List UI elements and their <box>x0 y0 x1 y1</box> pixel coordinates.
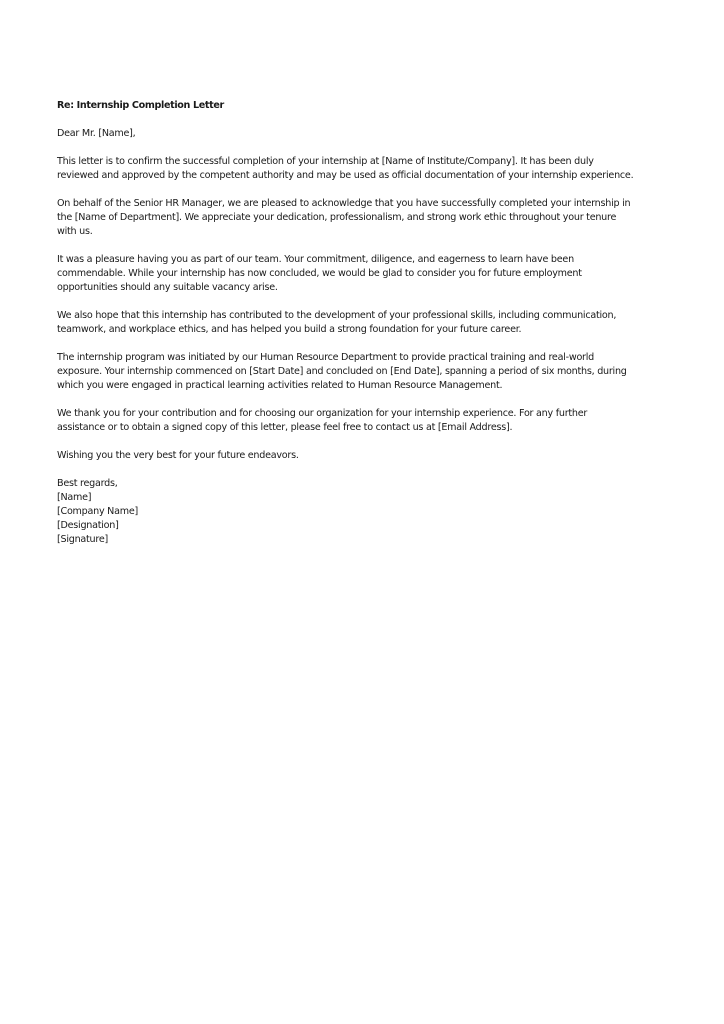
paragraph-skills: We also hope that this internship has contributed to the development of your professional skills, including communication, teamwork, and workplace ethics, and has helped you build a strong foundation for your future career. <box>57 310 617 335</box>
paragraph-confirmation: This letter is to confirm the successful completion of your internship at [Name of Institute/Company]. It has been duly reviewed and approved by the competent authority and may be used as official documentation of your internship experience. <box>57 156 634 181</box>
closing-signature: [Signature] <box>57 534 109 545</box>
closing-designation: [Designation] <box>57 520 119 531</box>
letter-closing <box>57 477 637 547</box>
closing-company: [Company Name] <box>57 506 138 517</box>
paragraph-program: The internship program was initiated by our Human Resource Department to provide practical training and real-world exposure. Your internship commenced on [Start Date] and concluded on [End Date], spanning a period of six months, during which you were engaged in practical learning activities related to Human Resource Management. <box>57 352 627 391</box>
paragraph-thanks: We thank you for your contribution and for choosing our organization for your internship experience. For any further assistance or to obtain a signed copy of this letter, please feel free to contact us at [Email Address]. <box>57 408 588 433</box>
letter-subject: Re: Internship Completion Letter <box>57 100 224 111</box>
closing-name: [Name] <box>57 492 92 503</box>
letter-salutation: Dear Mr. [Name], <box>57 128 136 139</box>
paragraph-acknowledgement: On behalf of the Senior HR Manager, we are pleased to acknowledge that you have successfully completed your internship in the [Name of Department]. We appreciate your dedication, professionalism, and strong work ethic throughout your tenure with us. <box>57 198 631 237</box>
closing-sign-off: Best regards, <box>57 478 118 489</box>
paragraph-wishes: Wishing you the very best for your future endeavors. <box>57 450 299 461</box>
letter-body <box>57 99 637 547</box>
paragraph-team: It was a pleasure having you as part of our team. Your commitment, diligence, and eagerness to learn have been commendable. While your internship has now concluded, we would be glad to consider you for future employment opportunities should any suitable vacancy arise. <box>57 254 582 293</box>
